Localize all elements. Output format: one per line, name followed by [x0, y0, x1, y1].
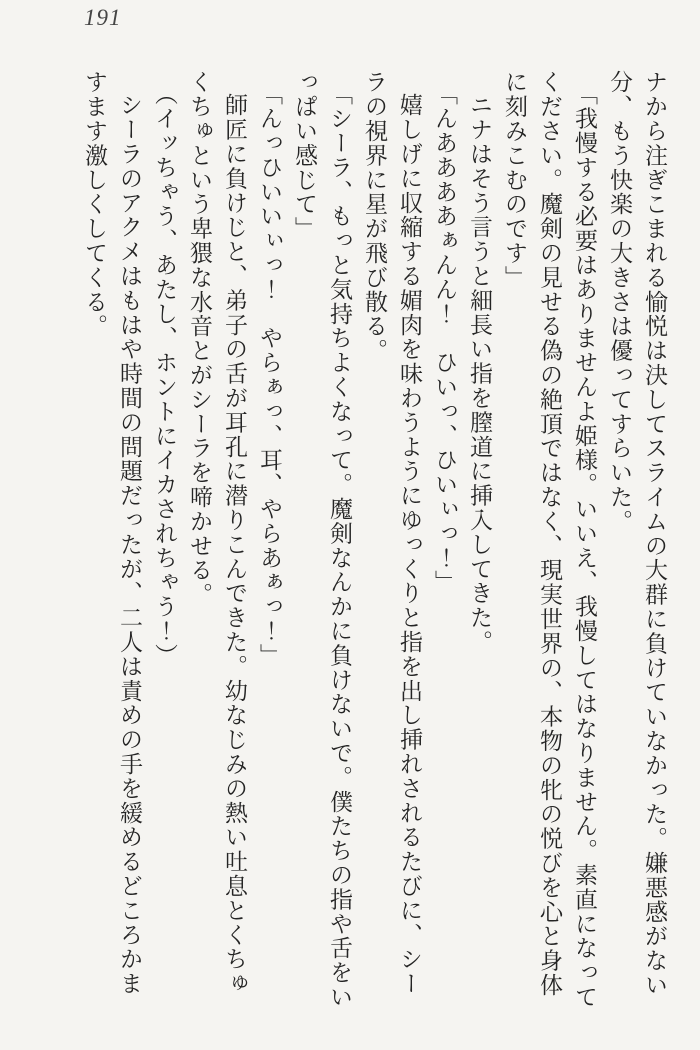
paragraph-narrative: シーラのアクメはもはや時間の問題だったが、二人は責めの手を緩めるどころかますます激しくしてくる。 [82, 70, 142, 996]
page-number: 191 [84, 5, 122, 30]
vertical-text-block [77, 70, 672, 1014]
paragraph-dialogue: 「んっひいいぃっ！ やらぁっ、耳、やらあぁっ！」 [257, 81, 282, 668]
paragraph-dialogue: 「シーラ、もっと気持ちよくなって。魔剣なんかに負けないで。僕たちの指や舌をいっぱい感じて」 [292, 70, 352, 1009]
paragraph-continuation: ナから注ぎこまれる愉悦は決してスライムの大群に負けていなかった。嫌悪感がない分、もう快楽の大きさは優ってすらいた。 [607, 70, 667, 998]
paragraph-narrative: 嬉しげに収縮する媚肉を味わうようにゆっくりと指を出し挿れされるたびに、シーラの視界に星が飛び散る。 [362, 70, 422, 996]
paragraph-thought: （イッちゃう、あたし、ホントにイカされちゃう！） [152, 81, 177, 668]
paragraph-dialogue: 「んああああぁんん！ ひいっ、ひいぃっ！」 [432, 81, 457, 594]
paragraph-narrative: 師匠に負けじと、弟子の舌が耳孔に潜りこんできた。幼なじみの熱い吐息とくちゅくちゅという卑猥な水音とがシーラを啼かせる。 [187, 70, 247, 996]
paragraph-narrative: ニナはそう言うと細長い指を膣道に挿入してきた。 [467, 93, 492, 655]
paragraph-dialogue: 「我慢する必要はありませんよ姫様。いいえ、我慢してはなりません。素直になってください。魔剣の見せる偽の絶頂ではなく、現実世界の、本物の牝の悦びを心と身体に刻みこむのです」 [502, 70, 597, 1009]
